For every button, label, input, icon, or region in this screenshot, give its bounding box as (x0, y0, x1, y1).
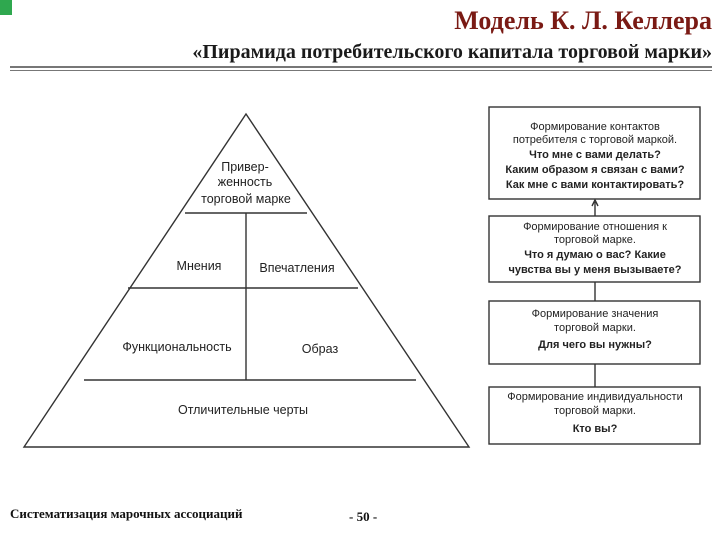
footer-section-label: Систематизация марочных ассоциаций (10, 506, 243, 521)
step-4-question-1: Кто вы? (572, 423, 618, 435)
step-3-line-2: торговой марки. (554, 322, 636, 334)
step-1-line-1: Формирование контактов (530, 121, 660, 133)
step-2-question-2: чувства вы у меня вызываете? (508, 264, 682, 276)
step-2-line-1: Формирование отношения к (523, 221, 667, 233)
pyramid-base: Отличительные черты (177, 403, 309, 417)
step-1-question-3: Как мне с вами контактировать? (505, 179, 685, 191)
pyramid-mid-left: Мнения (176, 259, 222, 273)
slide-subtitle: «Пирамида потребительского капитала торговой марки» (192, 41, 712, 63)
page-number: - 50 - (349, 509, 378, 524)
pyramid-low-left: Функциональность (122, 340, 232, 354)
step-2-question-1: Что я думаю о вас? Какие (524, 249, 666, 261)
step-3-line-1: Формирование значения (531, 308, 659, 320)
slide-title: Модель К. Л. Келлера (454, 6, 712, 35)
step-4-line-1: Формирование индивидуальности (507, 391, 683, 403)
pyramid-top-line-2: женность (217, 175, 273, 189)
step-1-line-2: потребителя с торговой маркой. (512, 134, 678, 146)
pyramid-mid-right: Впечатления (259, 261, 335, 275)
pyramid-top-line-1: Привер- (221, 160, 269, 174)
step-2-line-2: торговой марке. (554, 234, 636, 246)
pyramid-top-line-3: торговой марке (201, 192, 291, 206)
step-4-line-2: торговой марки. (554, 405, 636, 417)
step-1-question-1: Что мне с вами делать? (529, 149, 661, 161)
step-1-question-2: Каким образом я связан с вами? (505, 164, 685, 176)
pyramid-low-right: Образ (301, 342, 339, 356)
step-3-question-1: Для чего вы нужны? (538, 339, 652, 351)
